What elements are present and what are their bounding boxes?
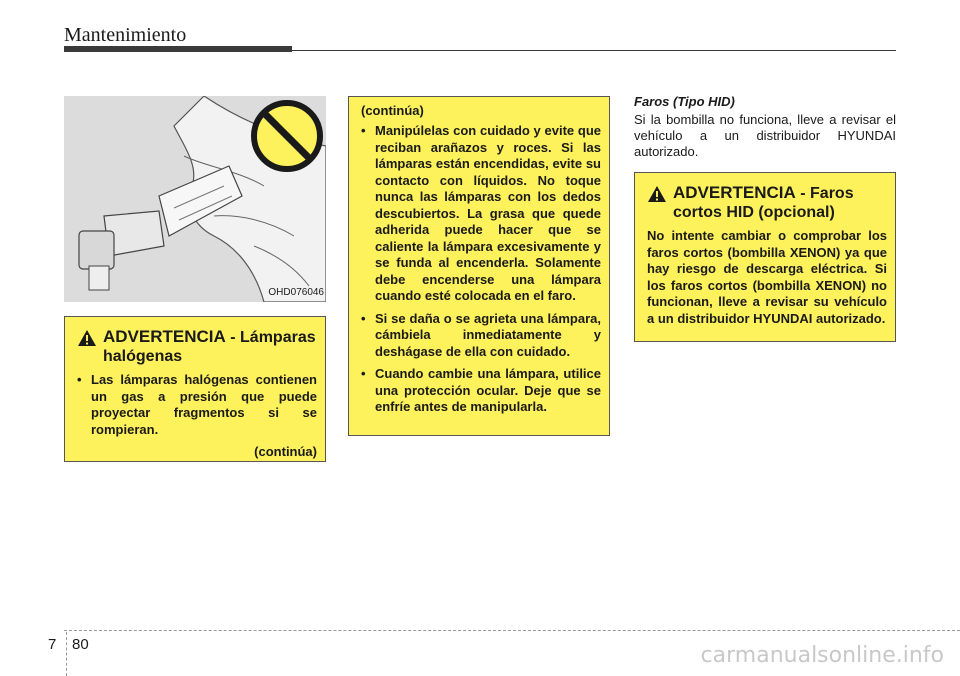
warning-label: ADVERTENCIA [673, 183, 796, 202]
hid-section [634, 94, 896, 160]
section-body: Si la bombilla no funciona, lleve a revisar el vehículo a un distribuidor HYUNDAI autorizado. [634, 112, 896, 159]
warning-body: No intente cambiar o comprobar los faros cortos (bombilla XENON) ya que hay riesgo de descarga eléctrica. Si los faros cortos (bombilla XENON) no funcionan, lleve a revisar su vehículo a un distribuidor HYUNDAI autorizado. [647, 228, 887, 326]
page-header-title: Mantenimiento [64, 24, 187, 46]
chapter-number: 7 [48, 636, 57, 653]
warning-triangle-icon [647, 185, 667, 203]
footer-rule [64, 630, 960, 631]
warning-list [361, 123, 601, 416]
warning-item: • Manipúlelas con cuidado y evite que reciban arañazos y roces. Si las lámparas están encendidas, evite su contacto con líquidos. No toque nunca las lámparas con los dedos descubiertos. La grasa que quede adherida puede hacer que se caliente la lámpara excesivamente y se funda al encenderla. Solamente debe encenderse una lámpara cuando esté colocada en el faro. [361, 123, 601, 305]
figure-code: OHD076046 [268, 287, 324, 298]
header-rule [292, 50, 896, 51]
warning-label: ADVERTENCIA [103, 327, 226, 346]
continues-note: (continúa) [254, 444, 317, 459]
warning-box-hid [634, 172, 896, 342]
warning-title [103, 327, 317, 366]
warning-triangle-icon [77, 329, 97, 347]
warning-list [77, 372, 317, 438]
page-number: 80 [72, 636, 89, 653]
warning-item: • Si se daña o se agrieta una lámpara, cámbiela inmediatamente y deshágase de ella con cuidado. [361, 311, 601, 361]
watermark: carmanualsonline.info [700, 643, 944, 668]
section-heading: Faros (Tipo HID) [634, 94, 735, 109]
warning-subtitle: - Lámparas halógenas [103, 329, 316, 365]
header-bar [64, 46, 292, 52]
warning-item: • Las lámparas halógenas contienen un gas a presión que puede proyectar fragmentos si se rompieran. [77, 372, 317, 438]
warning-box-continued [348, 96, 610, 436]
continued-note: (continúa) [361, 103, 424, 118]
footer-divider [66, 632, 67, 676]
warning-item: • Cuando cambie una lámpara, utilice una protección ocular. Deje que se enfríe antes de manipularla. [361, 366, 601, 416]
hand-holding-bulb-illustration [64, 96, 326, 302]
bulb-handling-figure [64, 96, 326, 302]
warning-title [673, 183, 887, 222]
warning-subtitle: - Faros cortos HID (opcional) [673, 185, 854, 221]
warning-box-halogen [64, 316, 326, 462]
